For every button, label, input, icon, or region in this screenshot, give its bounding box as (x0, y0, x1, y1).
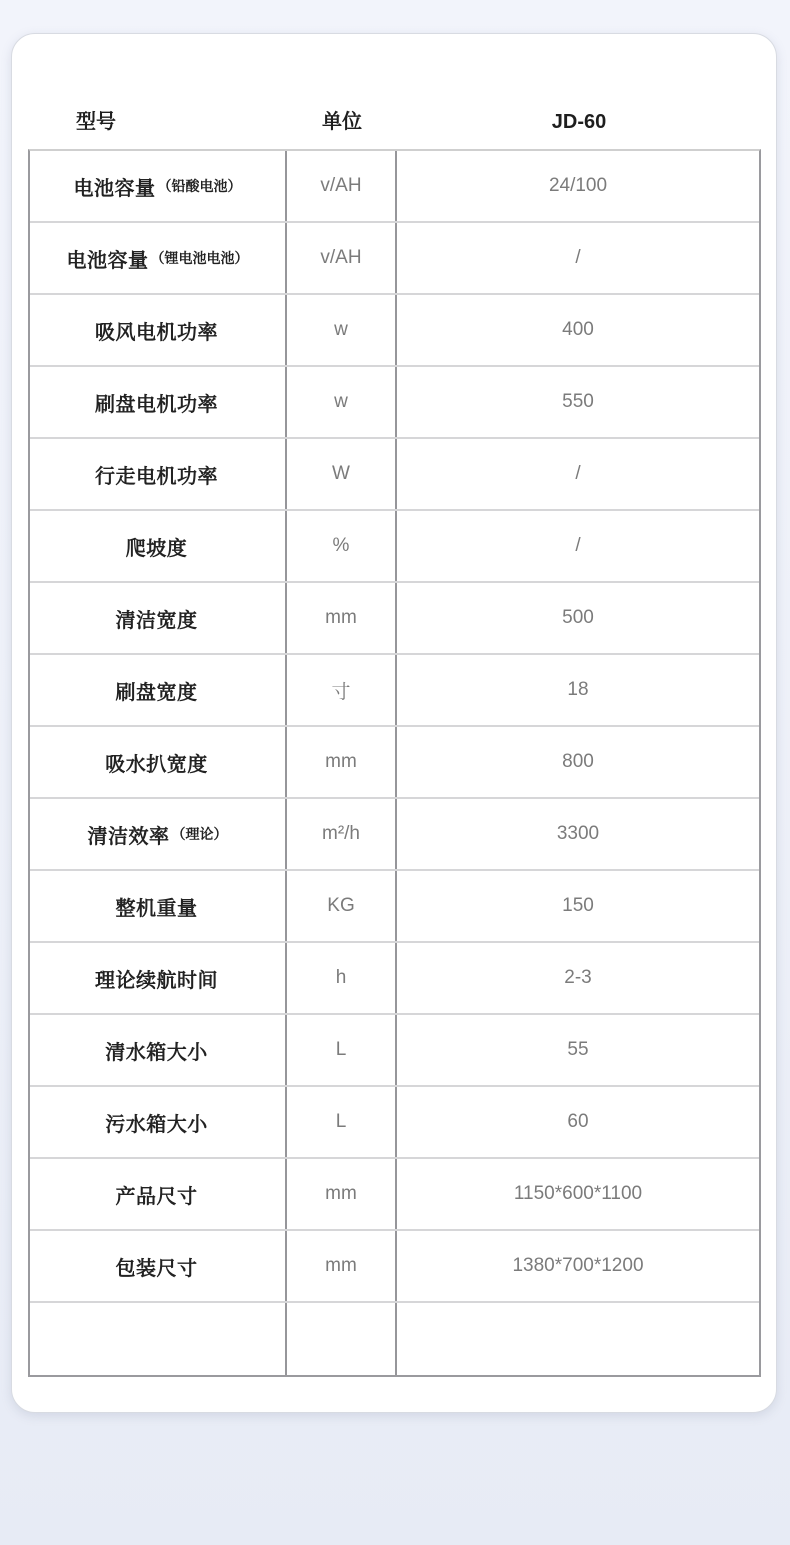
spec-unit-cell (287, 1087, 397, 1157)
spec-unit: mm (325, 1183, 357, 1204)
spec-label-cell (30, 367, 287, 437)
spec-value: 55 (567, 1039, 589, 1060)
table-row (30, 1015, 759, 1087)
spec-value-cell (397, 151, 759, 221)
spec-value: 18 (567, 679, 589, 700)
spec-label: 污水箱大小 (105, 1113, 208, 1136)
spec-label-cell (30, 871, 287, 941)
spec-unit: v/AH (320, 175, 362, 196)
spec-unit-cell (287, 799, 397, 869)
spec-value-cell (397, 727, 759, 797)
spec-value: / (575, 247, 581, 268)
spec-value-cell (397, 367, 759, 437)
spec-value-cell (397, 1015, 759, 1085)
spec-value: 550 (562, 391, 594, 412)
spec-label: 爬坡度 (125, 537, 188, 560)
spec-label-note: （锂电池电池） (150, 250, 249, 266)
header-unit-label: 单位 (322, 111, 362, 133)
spec-label: 刷盘宽度 (115, 681, 198, 704)
spec-label: 行走电机功率 (95, 465, 218, 488)
spec-value-cell (397, 1303, 759, 1375)
spec-unit: mm (325, 1255, 357, 1276)
spec-unit: w (334, 391, 348, 412)
spec-label: 电池容量 (66, 249, 149, 272)
spec-label: 理论续航时间 (95, 969, 218, 992)
table-row (30, 223, 759, 295)
table-row (30, 1159, 759, 1231)
spec-table (28, 149, 761, 1377)
spec-label-cell (30, 1087, 287, 1157)
spec-card (11, 33, 777, 1413)
spec-value-cell (397, 511, 759, 581)
header-model-value: JD-60 (551, 111, 607, 133)
spec-unit-cell (287, 1159, 397, 1229)
table-header-row (28, 34, 761, 149)
spec-label-cell (30, 1015, 287, 1085)
table-row (30, 367, 759, 439)
spec-value-cell (397, 799, 759, 869)
table-row (30, 439, 759, 511)
spec-label-cell (30, 655, 287, 725)
spec-value: 150 (562, 895, 594, 916)
spec-unit-cell (287, 439, 397, 509)
spec-label-cell (30, 727, 287, 797)
spec-unit-cell (287, 1015, 397, 1085)
table-row (30, 727, 759, 799)
spec-label: 清水箱大小 (105, 1041, 208, 1064)
spec-unit-cell (287, 943, 397, 1013)
table-row-empty (30, 1303, 759, 1375)
table-row (30, 799, 759, 871)
spec-label-cell (30, 1303, 287, 1375)
spec-unit-cell (287, 871, 397, 941)
table-row (30, 1231, 759, 1303)
spec-unit-cell (287, 1303, 397, 1375)
spec-value-cell (397, 583, 759, 653)
spec-label-cell (30, 295, 287, 365)
spec-value: 3300 (556, 823, 600, 844)
spec-unit-cell (287, 295, 397, 365)
spec-unit: h (335, 967, 347, 988)
spec-unit-cell (287, 511, 397, 581)
spec-unit-cell (287, 1231, 397, 1301)
spec-unit: m²/h (322, 823, 360, 844)
spec-value-cell (397, 295, 759, 365)
spec-label-cell (30, 1159, 287, 1229)
spec-unit: 寸 (331, 681, 351, 703)
spec-value-cell (397, 871, 759, 941)
spec-value: 60 (567, 1111, 589, 1132)
spec-label: 刷盘电机功率 (95, 393, 218, 416)
spec-value-cell (397, 943, 759, 1013)
spec-value: / (575, 463, 581, 484)
spec-value-cell (397, 1231, 759, 1301)
spec-label-cell (30, 151, 287, 221)
table-row (30, 295, 759, 367)
spec-label-note: （理论） (171, 826, 228, 842)
table-row (30, 943, 759, 1015)
spec-value: 2-3 (564, 967, 592, 988)
spec-value: 800 (562, 751, 594, 772)
spec-unit: L (335, 1111, 347, 1132)
spec-unit-cell (287, 367, 397, 437)
spec-label-cell (30, 943, 287, 1013)
table-row (30, 151, 759, 223)
table-row (30, 655, 759, 727)
table-row (30, 583, 759, 655)
spec-unit: v/AH (320, 247, 362, 268)
spec-label-cell (30, 1231, 287, 1301)
spec-unit-cell (287, 223, 397, 293)
spec-label-cell (30, 223, 287, 293)
spec-label-note: （铅酸电池） (157, 178, 242, 194)
spec-label: 整机重量 (115, 897, 198, 920)
spec-unit-cell (287, 583, 397, 653)
spec-unit: KG (327, 895, 355, 916)
spec-unit: W (332, 463, 350, 484)
spec-value: 500 (562, 607, 594, 628)
spec-unit-cell (287, 655, 397, 725)
spec-value-cell (397, 439, 759, 509)
spec-label: 吸风电机功率 (95, 321, 218, 344)
spec-value: 400 (562, 319, 594, 340)
spec-value-cell (397, 223, 759, 293)
spec-unit-cell (287, 727, 397, 797)
spec-value: 1150*600*1100 (513, 1183, 643, 1204)
spec-label: 吸水扒宽度 (105, 753, 208, 776)
spec-value-cell (397, 1087, 759, 1157)
table-row (30, 511, 759, 583)
spec-unit: mm (325, 607, 357, 628)
table-row (30, 871, 759, 943)
spec-label: 产品尺寸 (115, 1185, 198, 1208)
spec-label: 清洁效率 (87, 825, 170, 848)
spec-value-cell (397, 1159, 759, 1229)
spec-unit: w (334, 319, 348, 340)
spec-unit: % (332, 535, 350, 556)
spec-label: 电池容量 (73, 177, 156, 200)
spec-label-cell (30, 799, 287, 869)
spec-table-wrap (28, 34, 761, 1377)
spec-label: 包装尺寸 (115, 1257, 198, 1280)
spec-unit-cell (287, 151, 397, 221)
spec-value: 24/100 (548, 175, 608, 196)
spec-label-cell (30, 511, 287, 581)
spec-label: 清洁宽度 (115, 609, 198, 632)
spec-value: 1380*700*1200 (512, 1255, 644, 1276)
spec-value: / (575, 535, 581, 556)
table-row (30, 1087, 759, 1159)
spec-label-cell (30, 439, 287, 509)
spec-label-cell (30, 583, 287, 653)
spec-unit: L (335, 1039, 347, 1060)
header-model-label: 型号 (76, 111, 116, 133)
spec-unit: mm (325, 751, 357, 772)
spec-value-cell (397, 655, 759, 725)
